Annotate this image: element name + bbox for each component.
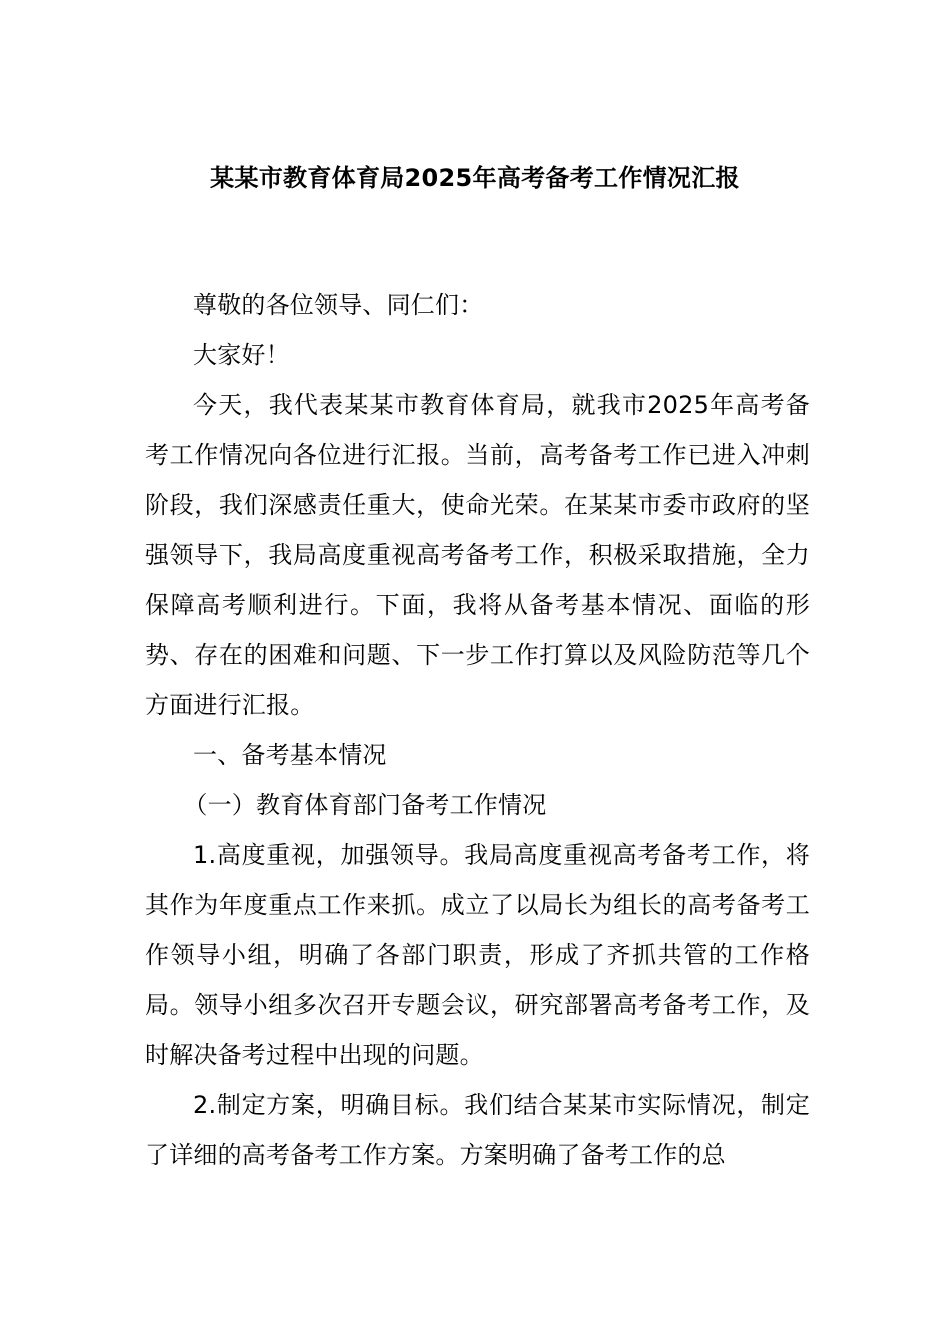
intro-paragraph: 今天，我代表某某市教育体育局，就我市2025年高考备考工作情况向各位进行汇报。当前，高考备考工作已进入冲刺阶段，我们深感责任重大，使命光荣。在某某市委市政府的坚强领导下，我局高度重视高考备考工作，积极采取措施，全力保障高考顺利进行。下面，我将从备考基本情况、面临的形势、存在的困难和问题、下一步工作打算以及风险防范等几个方面进行汇报。 <box>145 391 810 719</box>
greeting: 大家好！ <box>193 341 290 369</box>
document-body <box>145 280 810 1180</box>
subsection-heading: （一）教育体育部门备考工作情况 <box>183 791 547 819</box>
document-title: 某某市教育体育局2025年高考备考工作情况汇报 <box>210 164 740 192</box>
body-paragraph: 2.制定方案，明确目标。我们结合某某市实际情况，制定了详细的高考备考工作方案。方案明确了备考工作的总 <box>145 1091 810 1169</box>
salutation: 尊敬的各位领导、同仁们： <box>193 291 484 319</box>
section-heading: 一、备考基本情况 <box>193 741 387 769</box>
body-paragraph: 1.高度重视，加强领导。我局高度重视高考备考工作，将其作为年度重点工作来抓。成立了以局长为组长的高考备考工作领导小组，明确了各部门职责，形成了齐抓共管的工作格局。领导小组多次召开专题会议，研究部署高考备考工作，及时解决备考过程中出现的问题。 <box>145 841 810 1069</box>
